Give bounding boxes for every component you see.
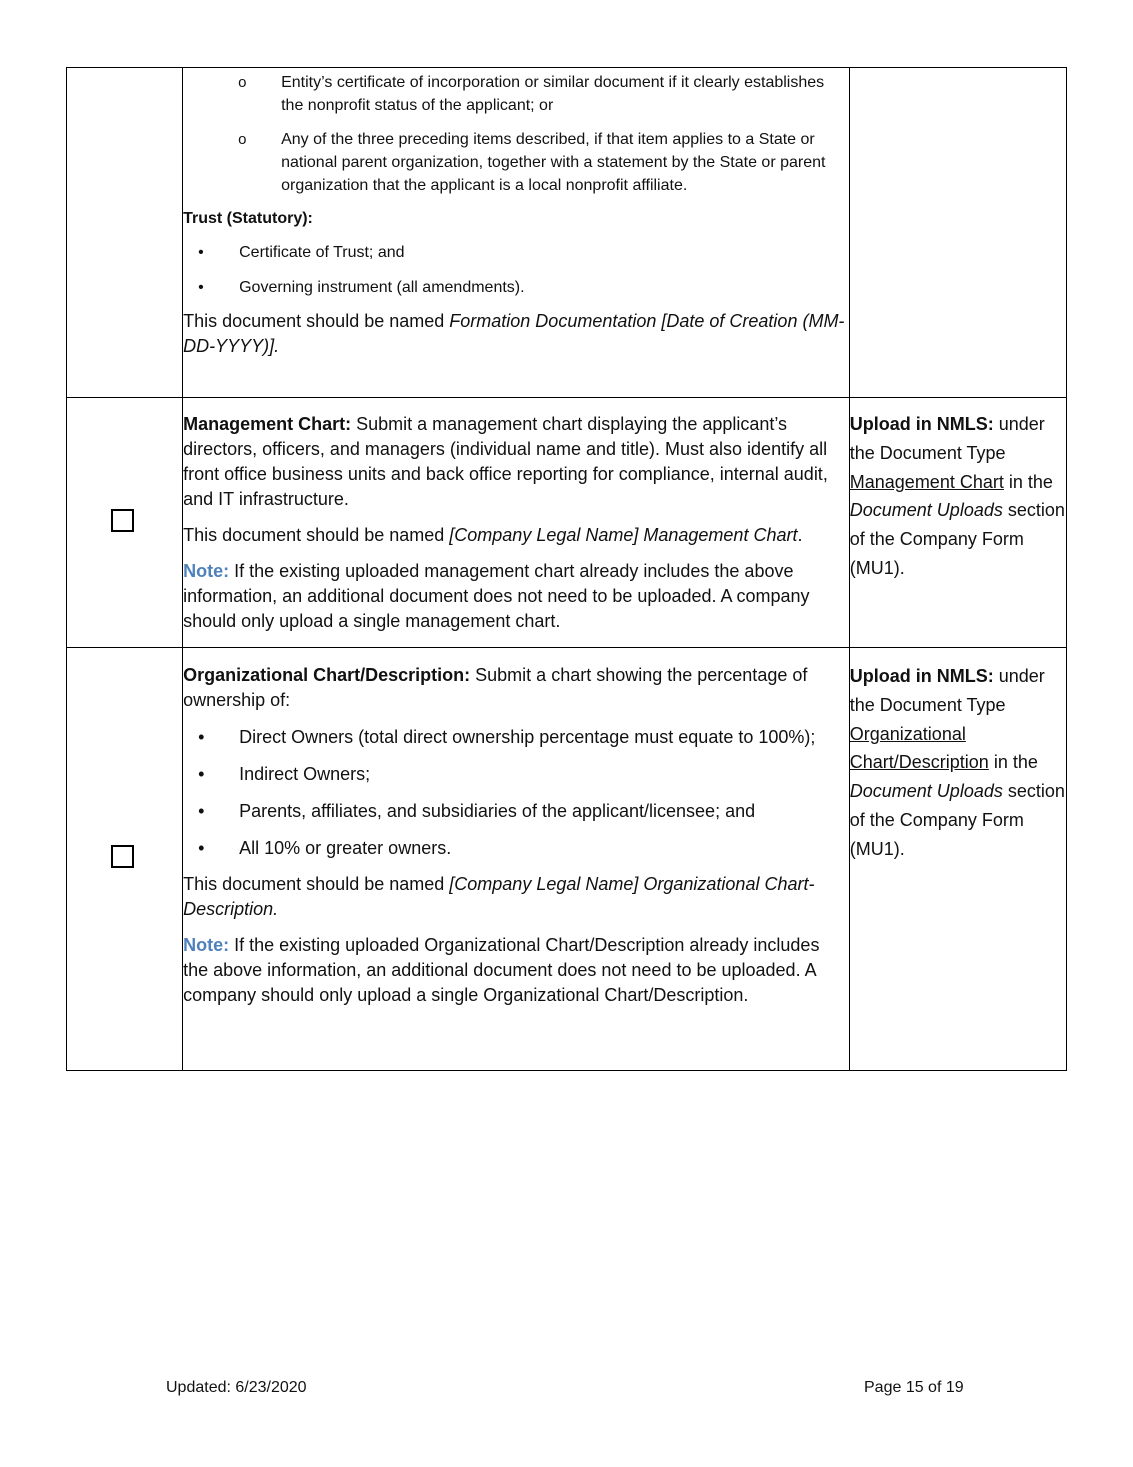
requirements-table <box>66 67 1067 1071</box>
bullet-icon: • <box>198 244 204 261</box>
management-chart-upload-cell <box>849 398 1066 648</box>
circle-bullet-icon: o <box>238 131 247 148</box>
naming-instruction <box>183 309 849 359</box>
list-item <box>183 241 849 264</box>
sub-list-item <box>183 128 849 197</box>
document-type-link: Management Chart <box>849 471 1004 492</box>
bullet-icon: • <box>198 279 204 296</box>
document-uploads-section: Document Uploads <box>849 500 1003 521</box>
management-chart-content-cell <box>183 398 850 648</box>
upload-text: section of the Company Form (MU1). <box>849 500 1065 578</box>
naming-suffix: . <box>797 525 803 545</box>
bullet-icon: • <box>198 838 205 858</box>
bullet-text: Indirect Owners; <box>239 764 371 784</box>
upload-instruction <box>850 410 1066 583</box>
circle-bullet-icon: o <box>238 74 247 91</box>
upload-text: in the <box>1003 471 1053 492</box>
bullet-icon: • <box>198 764 205 784</box>
list-item <box>183 836 849 861</box>
bullet-text: Parents, affiliates, and subsidiaries of the applicant/licensee; and <box>239 801 756 821</box>
management-chart-body: Submit a management chart displaying the applicant’s directors, officers, and managers (individual name and title). Must also identify all front office business units and back office reporting for compliance, internal audit, and IT infrastructure. <box>183 414 828 509</box>
management-chart-note <box>183 559 849 634</box>
organizational-chart-upload-cell <box>849 648 1066 1071</box>
document-name: [Company Legal Name] Organizational Chart-Description. <box>183 874 815 919</box>
upload-text: section of the Company Form (MU1). <box>849 781 1065 859</box>
organizational-chart-note <box>183 933 849 1008</box>
upload-instruction <box>850 662 1066 864</box>
list-item <box>183 725 849 750</box>
list-item <box>183 276 849 299</box>
list-item <box>183 762 849 787</box>
note-text: If the existing uploaded management chart already includes the above information, an additional document does not need to be uploaded. A company should only upload a single management chart. <box>183 561 810 631</box>
upload-cell-empty <box>849 68 1066 398</box>
bullet-icon: • <box>198 727 205 747</box>
naming-instruction <box>183 872 849 922</box>
organizational-chart-checkbox[interactable] <box>111 845 134 868</box>
document-name: [Company Legal Name] Management Chart <box>449 525 798 545</box>
formation-content-cell <box>183 68 850 398</box>
upload-text: under the Document Type <box>849 414 1045 463</box>
footer-updated-date: Updated: 6/23/2020 <box>166 1379 307 1396</box>
table-row-management-chart <box>67 398 1067 648</box>
note-label: Note: <box>183 561 230 581</box>
table-row-organizational-chart <box>67 648 1067 1071</box>
sub-item-text: Entity’s certificate of incorporation or similar document if it clearly establishes the nonprofit status of the applicant; or <box>281 74 825 114</box>
checkbox-cell <box>67 648 183 1071</box>
note-text: If the existing uploaded Organizational Chart/Description already includes the above information, an additional document does not need to be uploaded. A company should only upload a single Organizational Chart/Description. <box>183 935 820 1005</box>
naming-prefix: This document should be named <box>183 311 450 331</box>
note-label: Note: <box>183 935 230 955</box>
upload-label: Upload in NMLS: <box>849 414 994 434</box>
upload-text: in the <box>988 752 1038 773</box>
organizational-chart-heading: Organizational Chart/Description: <box>183 665 471 685</box>
checkbox-cell <box>67 398 183 648</box>
document-name: Formation Documentation [Date of Creation (MM-DD-YYYY)]. <box>183 311 845 356</box>
upload-text: under the Document Type <box>849 666 1045 715</box>
sub-item-text: Any of the three preceding items described, if that item applies to a State or national parent organization, together with a statement by the State or parent organization that the applicant is a local nonprofit affiliate. <box>281 131 826 194</box>
document-type-link: Organizational Chart/Description <box>849 723 989 773</box>
document-uploads-section: Document Uploads <box>849 781 1003 802</box>
bullet-text: Certificate of Trust; and <box>239 244 405 261</box>
bullet-text: All 10% or greater owners. <box>239 838 452 858</box>
trust-heading: Trust (Statutory): <box>183 210 313 227</box>
organizational-chart-description <box>183 663 849 713</box>
upload-label: Upload in NMLS: <box>849 666 994 686</box>
management-chart-description <box>183 412 849 512</box>
organizational-chart-body: Submit a chart showing the percentage of ownership of: <box>183 665 808 710</box>
management-chart-checkbox[interactable] <box>111 509 134 532</box>
list-item <box>183 799 849 824</box>
naming-prefix: This document should be named <box>183 874 450 894</box>
management-chart-heading: Management Chart: <box>183 414 352 434</box>
checkbox-cell-empty <box>67 68 183 398</box>
table-row-formation <box>67 68 1067 398</box>
sub-list-item <box>183 71 849 117</box>
bullet-text: Governing instrument (all amendments). <box>239 279 525 296</box>
naming-instruction <box>183 523 849 548</box>
footer-page-number: Page 15 of 19 <box>864 1379 964 1396</box>
bullet-icon: • <box>198 801 205 821</box>
naming-prefix: This document should be named <box>183 525 450 545</box>
bullet-text: Direct Owners (total direct ownership percentage must equate to 100%); <box>239 727 816 747</box>
organizational-chart-content-cell <box>183 648 850 1071</box>
